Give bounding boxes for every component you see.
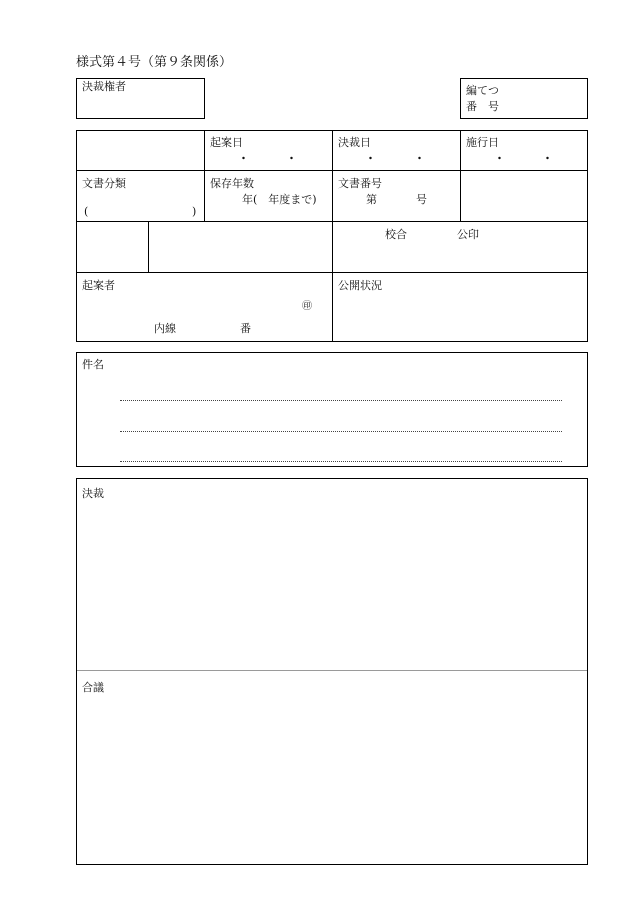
form-title: 様式第４号（第９条関係） — [76, 55, 233, 70]
approver-label: 決裁権者 — [82, 80, 126, 93]
drafted-date-sep2: ・ — [286, 152, 297, 165]
decision-label: 決裁 — [82, 487, 104, 500]
extension-suffix: 番 — [240, 322, 251, 335]
enforcement-date-sep1: ・ — [494, 152, 505, 165]
decision-divider — [77, 670, 587, 671]
retention-label: 保存年数 — [210, 177, 254, 190]
grid-line-col2 — [332, 130, 333, 341]
drafted-date-sep1: ・ — [238, 152, 249, 165]
decision-date-sep1: ・ — [365, 152, 376, 165]
subject-dotted-line-1 — [120, 400, 562, 401]
official-seal-label: 公印 — [457, 228, 479, 241]
doc-number-label: 文書番号 — [338, 177, 382, 190]
filing-label-line1: 編てつ — [466, 84, 499, 97]
subject-dotted-line-3 — [120, 461, 562, 462]
enforcement-date-sep2: ・ — [542, 152, 553, 165]
drafter-label: 起案者 — [82, 279, 115, 292]
classification-label: 文書分類 — [82, 177, 126, 190]
decision-date-sep2: ・ — [414, 152, 425, 165]
extension-label: 内線 — [154, 322, 176, 335]
subject-label: 件名 — [82, 358, 104, 371]
grid-line-row3-split — [148, 221, 149, 272]
filing-label-line2: 番 号 — [466, 100, 499, 113]
disclosure-status-label: 公開状況 — [338, 279, 382, 292]
doc-number-prefix: 第 — [366, 193, 377, 206]
classification-open-paren: ( — [84, 205, 89, 218]
subject-dotted-line-2 — [120, 431, 562, 432]
grid-line-col1 — [204, 130, 205, 221]
subject-box — [76, 352, 588, 467]
drafted-date-label: 起案日 — [210, 136, 243, 149]
collation-label: 校合 — [385, 228, 407, 241]
retention-value-mask: 年( 年度まで) — [242, 193, 317, 206]
seal-mark: ㊞ — [302, 301, 312, 312]
classification-close-paren: ) — [192, 205, 197, 218]
decision-date-label: 決裁日 — [338, 136, 371, 149]
doc-number-suffix: 号 — [416, 193, 427, 206]
consultation-label: 合議 — [82, 681, 104, 694]
grid-line-col3 — [460, 130, 461, 221]
enforcement-date-label: 施行日 — [466, 136, 499, 149]
decision-box — [76, 478, 588, 865]
